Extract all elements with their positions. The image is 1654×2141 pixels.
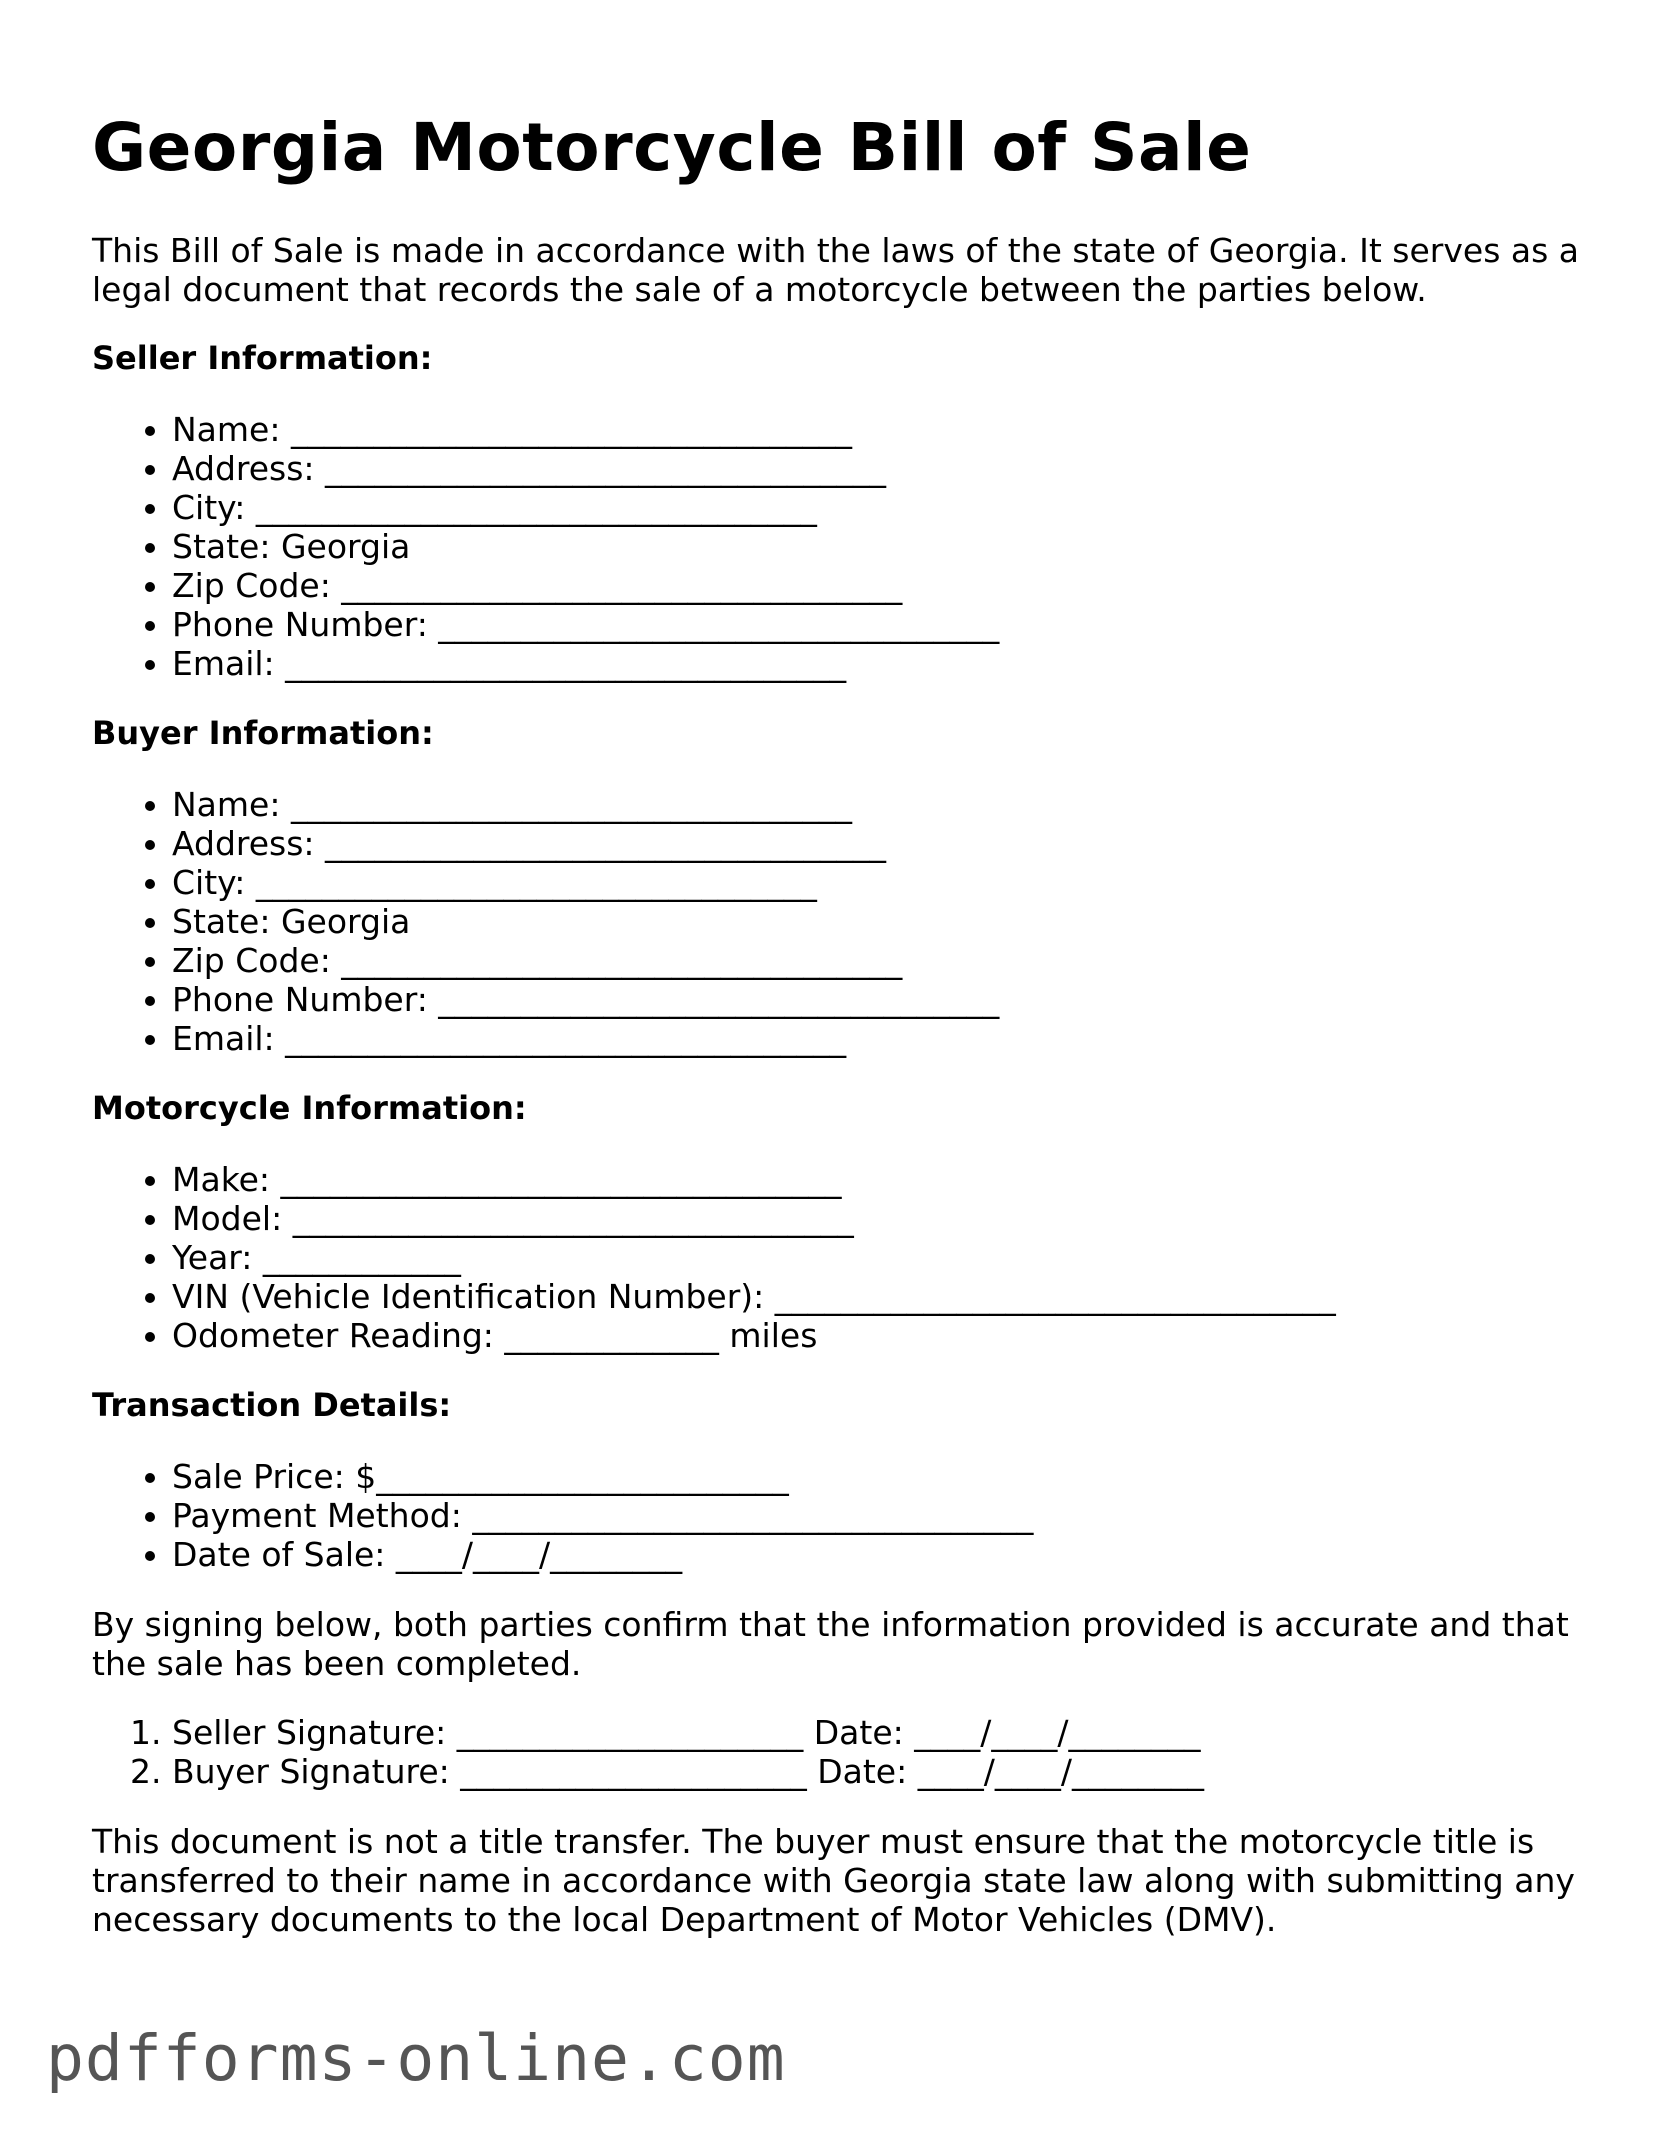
buyer-name-field: • Name: __________________________________ [172, 785, 1592, 824]
transaction-heading: Transaction Details: [92, 1386, 452, 1425]
seller-signature-line: 1. Seller Signature: _____________________ Date: ____/____/________ [172, 1713, 1592, 1752]
transaction-list [92, 1457, 1592, 1574]
buyer-phone-field: • Phone Number: __________________________________ [172, 980, 1592, 1019]
seller-phone-field: • Phone Number: __________________________________ [172, 605, 1592, 644]
seller-address-field: • Address: __________________________________ [172, 449, 1592, 488]
seller-state-field: • State: Georgia [172, 527, 1592, 566]
buyer-list [92, 785, 1592, 1058]
seller-email-field: • Email: __________________________________ [172, 644, 1592, 683]
motorcycle-year-field: • Year: ____________ [172, 1238, 1592, 1277]
seller-heading: Seller Information: [92, 339, 433, 378]
signature-list [92, 1713, 1592, 1791]
buyer-signature-line: 2. Buyer Signature: _____________________ Date: ____/____/________ [172, 1752, 1592, 1791]
document-title: Georgia Motorcycle Bill of Sale [92, 109, 1252, 186]
buyer-city-field: • City: __________________________________ [172, 863, 1592, 902]
buyer-address-field: • Address: __________________________________ [172, 824, 1592, 863]
motorcycle-make-field: • Make: __________________________________ [172, 1160, 1592, 1199]
seller-city-field: • City: __________________________________ [172, 488, 1592, 527]
buyer-email-field: • Email: __________________________________ [172, 1019, 1592, 1058]
buyer-zip-field: • Zip Code: __________________________________ [172, 941, 1592, 980]
seller-list [92, 410, 1592, 683]
payment-method-field: • Payment Method: __________________________________ [172, 1496, 1592, 1535]
motorcycle-vin-field: • VIN (Vehicle Identification Number): __________________________________ [172, 1277, 1592, 1316]
buyer-state-field: • State: Georgia [172, 902, 1592, 941]
motorcycle-list [92, 1160, 1592, 1355]
document-page [92, 108, 1592, 1969]
sale-price-field: • Sale Price: $_________________________ [172, 1457, 1592, 1496]
closing-paragraph: This document is not a title transfer. The buyer must ensure that the motorcycle title is transferred to their name in accordance with Georgia state law along with submitting any necessary documents to the local Department of Motor Vehicles (DMV). [92, 1822, 1575, 1940]
buyer-heading: Buyer Information: [92, 714, 434, 753]
motorcycle-odometer-field: • Odometer Reading: _____________ miles [172, 1316, 1592, 1355]
motorcycle-heading: Motorcycle Information: [92, 1089, 527, 1128]
motorcycle-model-field: • Model: __________________________________ [172, 1199, 1592, 1238]
intro-paragraph: This Bill of Sale is made in accordance with the laws of the state of Georgia. It serves as a legal document that records the sale of a motorcycle between the parties below. [92, 231, 1579, 310]
seller-name-field: • Name: __________________________________ [172, 410, 1592, 449]
seller-zip-field: • Zip Code: __________________________________ [172, 566, 1592, 605]
watermark: pdfforms-online.com [46, 2022, 786, 2095]
date-of-sale-field: • Date of Sale: ____/____/________ [172, 1535, 1592, 1574]
confirmation-paragraph: By signing below, both parties confirm that the information provided is accurate and that the sale has been completed. [92, 1605, 1569, 1684]
